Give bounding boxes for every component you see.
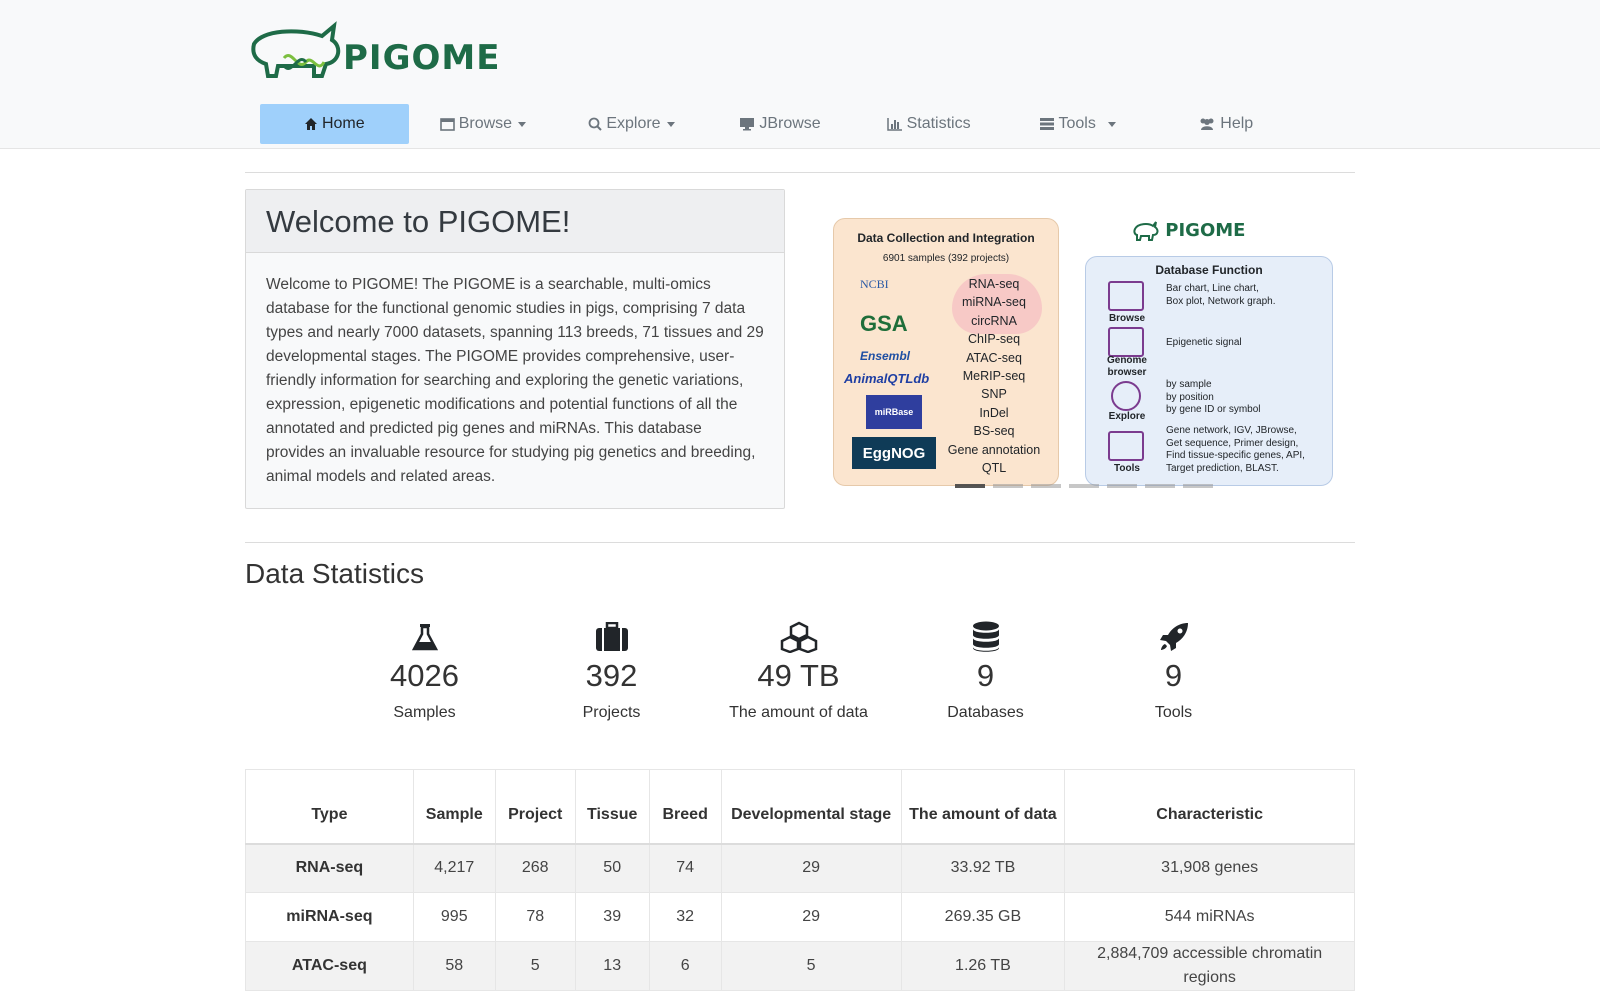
function-desc: by sample by position by gene ID or symbol [1166, 379, 1261, 415]
table-cell: 4,217 [413, 844, 495, 893]
carousel-indicators [955, 484, 1213, 488]
nav-explore-label: Explore [606, 115, 661, 132]
nav-browse-label: Browse [458, 115, 513, 132]
table-cell: 58 [413, 942, 495, 991]
chevron-down-icon [1108, 122, 1116, 127]
pig-logo-icon [248, 18, 348, 84]
tools-toolbox-icon [1108, 431, 1144, 461]
nav-tools-label: Tools [1058, 115, 1096, 132]
table-row [246, 893, 1355, 942]
chevron-down-icon [518, 122, 526, 127]
carousel-indicator[interactable] [1107, 484, 1137, 488]
carousel-indicator[interactable] [955, 484, 985, 488]
main-nav [260, 104, 1300, 144]
data-types-list [944, 275, 1044, 477]
column-header[interactable]: Sample [413, 770, 495, 844]
cubes-icon [779, 621, 819, 653]
function-label: Genome browser [1106, 355, 1147, 378]
data-type-item: RNA-seq [968, 277, 1020, 291]
data-type-item: ATAC-seq [966, 350, 1022, 365]
mini-pigome-logo [1133, 220, 1245, 242]
desktop-icon [739, 117, 755, 131]
search-icon [588, 117, 602, 131]
table-cell: RNA-seq [246, 844, 414, 893]
nav-statistics[interactable] [854, 104, 1003, 144]
window-icon [440, 118, 455, 131]
panel-title: Data Collection and Integration [857, 231, 1035, 245]
stat-value: 49 TB [757, 658, 840, 693]
table-cell: 39 [575, 893, 649, 942]
welcome-card [245, 189, 785, 509]
server-icon [1039, 117, 1055, 131]
data-type-item: circRNA [971, 313, 1017, 328]
stat-label: Databases [947, 704, 1024, 721]
stat-label: The amount of data [729, 704, 868, 721]
table-cell: 13 [575, 942, 649, 991]
data-type-item: MeRIP-seq [962, 369, 1026, 384]
function-desc: Gene network, IGV, JBrowse, Get sequence, Primer design, Find tissue-specific genes, API, Target prediction, BLAST. [1166, 425, 1305, 474]
browse-chart-icon [1108, 281, 1144, 311]
table-cell: 544 miRNAs [1065, 893, 1355, 942]
stat-value: 4026 [390, 658, 459, 693]
header [0, 0, 1600, 149]
pigome-logo[interactable] [248, 18, 548, 84]
column-header[interactable]: Tissue [575, 770, 649, 844]
nav-browse[interactable] [409, 104, 558, 144]
table-row [246, 844, 1355, 893]
table-cell: 995 [413, 893, 495, 942]
function-desc: Epigenetic signal [1166, 337, 1242, 348]
feature-carousel[interactable] [833, 218, 1333, 488]
stat-value: 9 [1164, 658, 1183, 693]
users-icon [1198, 117, 1216, 131]
nav-home-label: Home [321, 115, 365, 132]
table-cell: 5 [721, 942, 901, 991]
pig-logo-icon [1133, 220, 1159, 242]
animalqtldb-logo: AnimalQTLdb [844, 371, 930, 386]
data-statistics-table [245, 769, 1355, 991]
stat-data-amount [705, 620, 892, 722]
table-cell: ATAC-seq [246, 942, 414, 991]
data-type-item: ChIP-seq [967, 332, 1021, 347]
stat-projects [518, 620, 705, 722]
table-cell: 74 [649, 844, 721, 893]
table-cell: 2,884,709 accessible chromatin regions [1065, 942, 1355, 991]
stat-databases [892, 620, 1079, 722]
explore-search-icon [1111, 381, 1141, 411]
carousel-indicator[interactable] [1069, 484, 1099, 488]
mini-logo-text: PIGOME [1165, 220, 1246, 241]
eggnog-logo: EggNOG [852, 437, 936, 469]
table-cell: 1.26 TB [901, 942, 1065, 991]
data-type-item: BS-seq [973, 424, 1015, 439]
table-cell: 269.35 GB [901, 893, 1065, 942]
stats-title: Data Statistics [245, 558, 424, 589]
gsa-logo: GSA [860, 311, 908, 336]
nav-jbrowse[interactable] [706, 104, 855, 144]
rocket-icon [1159, 622, 1189, 652]
table-cell: 5 [495, 942, 575, 991]
carousel-indicator[interactable] [993, 484, 1023, 488]
stat-samples [331, 620, 518, 722]
database-icon [972, 621, 1000, 653]
briefcase-icon [595, 622, 629, 652]
panel-title: Database Function [1155, 263, 1263, 277]
stat-label: Samples [393, 704, 456, 721]
table-cell: 50 [575, 844, 649, 893]
ncbi-logo: NCBI [860, 277, 889, 291]
table-cell: 29 [721, 844, 901, 893]
home-icon [304, 117, 318, 131]
column-header[interactable]: Developmental stage [721, 770, 901, 844]
welcome-text: Welcome to PIGOME! The PIGOME is a searchable, multi-omics database for the functional genomic studies in pigs, comprising 7 data types and nearly 7000 datasets, spanning 113 breeds, 71 tissues and 29 developmental stages. The PIGOME provides comprehensive, user-friendly information for searching and exploring the genetic variations, expression, epigenetic modifications and potential functions of all the annotated and predicted pig genes and miRNAs. This database provides an invaluable resource for studying pig genetics and breeding, animal models and related areas. [266, 276, 764, 485]
carousel-indicator[interactable] [1145, 484, 1175, 488]
nav-help-label: Help [1220, 115, 1254, 132]
table-cell: 78 [495, 893, 575, 942]
column-header[interactable]: Characteristic [1065, 770, 1355, 844]
table-cell: 31,908 genes [1065, 844, 1355, 893]
nav-home[interactable] [260, 104, 409, 144]
table-header-row [246, 770, 1355, 844]
stat-label: Tools [1154, 704, 1193, 721]
nav-explore[interactable] [557, 104, 706, 144]
carousel-indicator[interactable] [1031, 484, 1061, 488]
table-row [246, 942, 1355, 991]
table-cell: 29 [721, 893, 901, 942]
mirbase-logo: miRBase [866, 395, 922, 429]
table-cell: 6 [649, 942, 721, 991]
welcome-title: Welcome to PIGOME! [246, 190, 784, 253]
nav-help[interactable] [1151, 104, 1300, 144]
divider [245, 542, 1355, 543]
divider [245, 172, 1355, 173]
database-function-panel [1085, 256, 1333, 486]
data-type-item: QTL [981, 461, 1007, 476]
function-label: Explore [1108, 411, 1146, 422]
table-cell: 33.92 TB [901, 844, 1065, 893]
bar-chart-icon [887, 117, 903, 131]
column-header[interactable]: Project [495, 770, 575, 844]
panel-subtitle: 6901 samples (392 projects) [882, 253, 1010, 264]
nav-jbrowse-label: JBrowse [759, 115, 821, 132]
table-cell: 268 [495, 844, 575, 893]
function-label: Tools [1114, 463, 1140, 474]
data-type-item: Gene annotation [947, 442, 1041, 457]
table-cell: 32 [649, 893, 721, 942]
stat-value: 9 [976, 658, 995, 693]
carousel-indicator[interactable] [1183, 484, 1213, 488]
stat-value: 392 [585, 658, 638, 693]
data-type-item: InDel [979, 405, 1009, 420]
flask-icon [411, 623, 439, 651]
column-header[interactable]: Breed [649, 770, 721, 844]
table-cell: miRNA-seq [246, 893, 414, 942]
data-type-item: SNP [981, 387, 1007, 402]
logo-text: PIGOME [343, 38, 501, 78]
nav-statistics-label: Statistics [906, 115, 971, 132]
data-type-item: miRNA-seq [962, 295, 1026, 310]
nav-tools[interactable] [1003, 104, 1152, 144]
genome-browser-icon [1108, 327, 1144, 357]
chevron-down-icon [667, 122, 675, 127]
column-header[interactable]: Type [246, 770, 414, 844]
data-collection-panel [833, 218, 1059, 486]
stat-tools [1080, 620, 1267, 722]
function-label: Browse [1108, 313, 1146, 324]
function-desc: Bar chart, Line chart, Box plot, Network graph. [1166, 283, 1276, 307]
ensembl-logo: Ensembl [860, 349, 911, 363]
column-header[interactable]: The amount of data [901, 770, 1065, 844]
stat-label: Projects [582, 704, 641, 721]
